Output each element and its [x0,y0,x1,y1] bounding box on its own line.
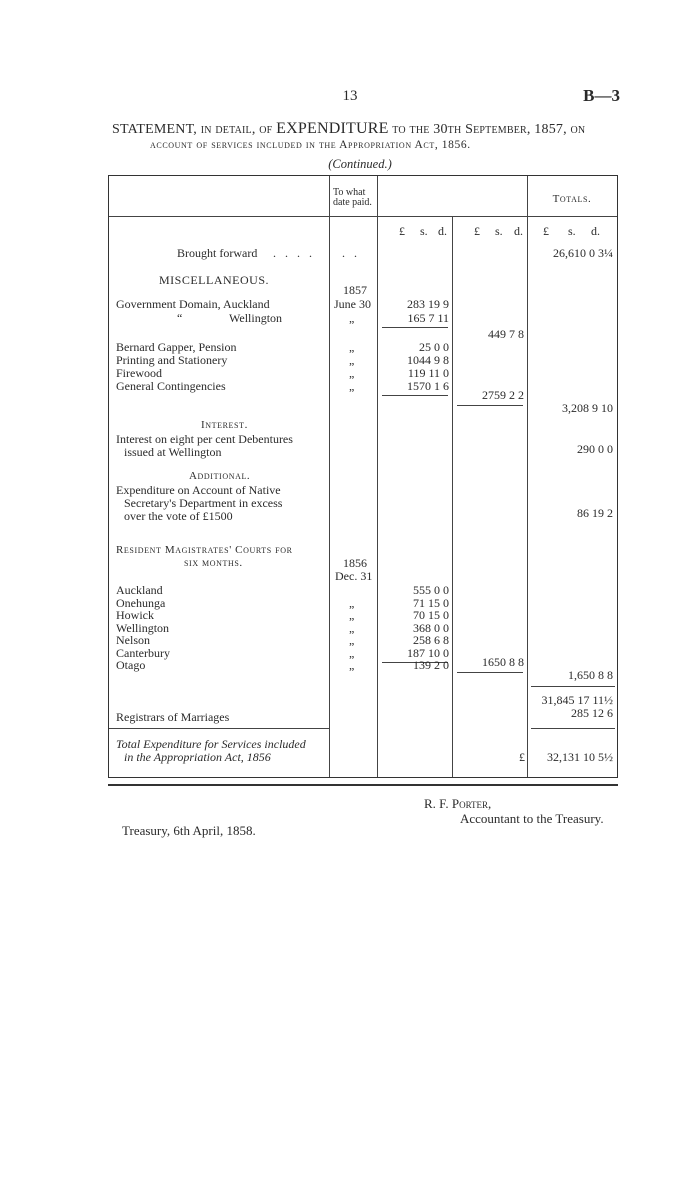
gov-domain-auckland-amount: 283 19 9 [407,297,449,311]
court-label: Onehunga [116,595,166,610]
gov-domain-year: 1857 [343,283,367,297]
printing-label: Printing and Stationery [116,353,228,367]
running-total: 31,845 17 11½ [541,693,613,707]
rule-misc-subtotal [457,405,523,406]
col-rule-date [329,176,330,777]
col-shillings: s. [420,224,428,238]
gov-domain-wellington-label: Wellington [229,311,283,325]
expenditure-table [108,175,618,778]
court-amount: 258 6 8 [413,633,449,647]
statement-subtitle: account of services included in the Appropriation Act, 1856. [150,139,471,151]
contingencies-amount: 1570 1 6 [407,379,449,393]
col-pounds: £ [399,224,405,238]
col-pence: d. [438,224,447,238]
gov-domain-wellington-amount: 165 7 11 [407,311,449,325]
court-amount: 139 2 0 [413,658,449,672]
col-rule-amount [377,176,378,777]
court-amount: 71 15 0 [413,595,449,610]
additional-total: 86 19 2 [577,506,613,520]
title-expenditure: EXPENDITURE [276,120,389,137]
gov-domain-subtotal: 449 7 8 [488,327,524,341]
gapper-date: „ [349,340,355,354]
registrars-label: Registrars of Marriages [116,710,230,724]
misc-heading: MISCELLANEOUS. [159,273,270,287]
col-date-line1: To what [333,187,366,198]
misc-total: 3,208 9 10 [562,401,613,415]
additional-label-line2: Secretary's Department in excess [124,496,283,510]
rule-rm-total [531,686,615,687]
col-shillings-3: s. [568,224,576,238]
court-date-ditto: „ [349,658,355,672]
rm-heading-line2: six months. [184,557,243,569]
rm-year: 1856 [343,556,367,570]
interest-label-line2: issued at Wellington [124,445,222,459]
court-date-ditto: „ [349,595,355,610]
col-rule-subtotal [452,216,453,777]
printing-amount: 1044 9 8 [407,353,449,367]
gov-domain-ditto: “ [177,311,183,325]
registrars-total: 285 12 6 [571,706,613,720]
statement-title [112,120,585,138]
contingencies-date: „ [349,379,355,393]
rm-date: Dec. 31 [335,569,373,583]
court-label: Otago [116,658,146,672]
rm-heading-line1: Resident Magistrates' Courts for [116,544,293,556]
grand-total: 32,131 10 5½ [547,750,613,764]
col-rule-totals [527,176,528,777]
title-pre: STATEMENT, in detail, of [112,122,277,137]
court-label: Wellington [116,620,170,635]
court-label: Nelson [116,633,150,647]
grand-label-line2: in the Appropriation Act, 1856 [124,750,271,764]
court-amount: 187 10 0 [407,645,449,660]
signatory-name: R. F. Porter, [424,796,492,811]
grand-pound-sign: £ [519,750,525,764]
rule-before-grand [109,728,329,729]
court-date-ditto: „ [349,633,355,647]
printing-date: „ [349,353,355,367]
court-amount: 70 15 0 [413,608,449,622]
court-label: Auckland [116,583,163,597]
court-date-ditto: „ [349,620,355,635]
court-label: Canterbury [116,645,170,660]
additional-heading: Additional. [189,470,251,482]
gapper-amount: 25 0 0 [419,340,449,354]
brought-forward-total: 26,610 0 3¼ [553,246,613,260]
interest-total: 290 0 0 [577,442,613,456]
col-pounds-3: £ [543,224,549,238]
gov-domain-wellington-date: „ [349,311,355,325]
brought-forward-dots: . . . . [273,246,315,260]
firewood-label: Firewood [116,366,162,380]
grand-label-line1: Total Expenditure for Services included [116,737,306,751]
gov-domain-auckland-label: Government Domain, Auckland [116,297,270,311]
additional-label-line1: Expenditure on Account of Native [116,483,281,497]
firewood-amount: 119 11 0 [407,366,449,380]
col-totals: Totals. [552,193,592,205]
page-number: 13 [342,88,358,104]
rule-gov-domain [382,327,448,328]
interest-heading: Interest. [201,419,248,431]
court-date-ditto: „ [349,608,355,622]
brought-forward-col-dots: . . [342,246,360,260]
continued-label: (Continued.) [328,157,392,171]
col-pounds-2: £ [474,224,480,238]
court-amount: 555 0 0 [413,583,449,597]
misc-subtotal: 2759 2 2 [482,388,524,402]
firewood-date: „ [349,366,355,380]
place-date: Treasury, 6th April, 1858. [122,823,256,838]
court-label: Howick [116,608,154,622]
rm-subtotal: 1650 8 8 [482,655,524,669]
bottom-rule [108,784,618,786]
brought-forward-label: Brought forward [177,246,258,260]
gov-domain-auckland-date: June 30 [334,297,371,311]
col-shillings-2: s. [495,224,503,238]
document-reference: B—3 [583,86,620,105]
signatory-office: Accountant to the Treasury. [460,811,604,826]
col-pence-2: d. [514,224,523,238]
col-pence-3: d. [591,224,600,238]
rule-grand [531,728,615,729]
rule-misc [382,395,448,396]
court-date-ditto: „ [349,645,355,660]
additional-label-line3: over the vote of £1500 [124,509,233,523]
rm-total: 1,650 8 8 [568,668,613,682]
title-post: to the 30th September, 1857, on [388,122,586,137]
header-rule [109,216,617,217]
rule-rm-subtotal [457,672,523,673]
contingencies-label: General Contingencies [116,379,226,393]
col-date-line2: date paid. [333,197,372,208]
interest-label-line1: Interest on eight per cent Debentures [116,432,293,446]
gapper-label: Bernard Gapper, Pension [116,340,237,354]
court-amount: 368 0 0 [413,620,449,635]
